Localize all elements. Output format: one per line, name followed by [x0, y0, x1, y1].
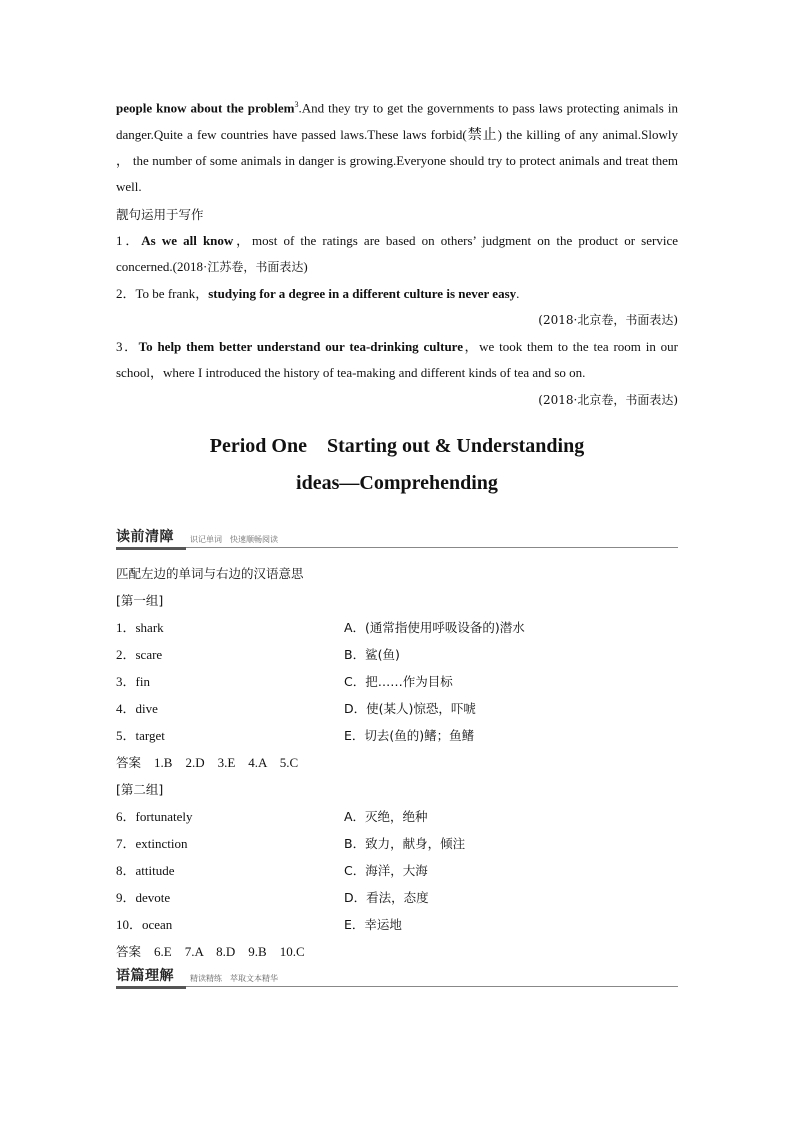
vocab-group-1 — [116, 614, 678, 749]
section-header-pre-reading — [116, 522, 678, 548]
vocab-row — [116, 614, 678, 641]
vocab-word: 6．fortunately — [116, 808, 193, 824]
divider-accent — [116, 547, 186, 550]
divider-accent — [116, 986, 186, 989]
answer-values: 1.B 2.D 3.E 4.A 5.C — [154, 754, 299, 770]
group-label-1: [第一组] — [116, 592, 164, 608]
vocab-word: 1．shark — [116, 619, 164, 635]
vocab-row — [116, 830, 678, 857]
vocab-row — [116, 641, 678, 668]
group-label-2: [第二组] — [116, 781, 164, 797]
source-note-2: (2018·北京卷，书面表达) — [538, 313, 678, 328]
vocab-meaning: B．致力，献身，倾注 — [344, 835, 466, 851]
section-badge: 语篇理解 — [116, 967, 174, 984]
sentence-bold: As we all know — [141, 232, 234, 248]
vocab-meaning: E．幸运地 — [344, 916, 402, 932]
vocab-meaning: D．使(某人)惊恐，吓唬 — [344, 700, 476, 716]
intro-text-2: ) the killing of any animal.Slowly ， the number of some animals in danger is growing.Everyone should try to protect animals and treat them well. — [116, 126, 678, 195]
writing-sentence-1 — [116, 228, 678, 281]
answer-line-1 — [116, 749, 678, 776]
sentence-number: 3． — [116, 339, 139, 355]
vocab-row — [116, 668, 678, 695]
vocab-meaning: D．看法，态度 — [344, 889, 429, 905]
vocab-meaning: E．切去(鱼的)鳍；鱼鳍 — [344, 727, 475, 743]
vocab-group-2 — [116, 803, 678, 938]
source-close: ) — [303, 258, 308, 274]
vocab-meaning: A．灭绝，绝种 — [344, 808, 428, 824]
vocab-meaning: C．把……作为目标 — [344, 673, 453, 689]
answer-label: 答案 — [116, 754, 142, 770]
answer-label: 答案 — [116, 943, 142, 959]
vocab-word: 10．ocean — [116, 916, 173, 932]
divider — [116, 547, 678, 548]
vocab-word: 8．attitude — [116, 862, 175, 878]
sentence-bold: To help them better understand our tea-drinking culture — [138, 339, 463, 355]
period-title — [116, 428, 678, 502]
intro-paragraph — [116, 92, 678, 201]
answer-values: 6.E 7.A 8.D 9.B 10.C — [154, 943, 305, 959]
section-header-discourse — [116, 965, 678, 987]
section-badge: 读前清障 — [116, 528, 174, 545]
divider — [116, 986, 678, 987]
vocab-meaning: B．鲨(鱼) — [344, 646, 400, 662]
vocab-row — [116, 911, 678, 938]
writing-sentence-2 — [116, 280, 678, 307]
title-line-2: ideas—Comprehending — [296, 471, 498, 494]
vocab-word: 3．fin — [116, 673, 150, 689]
vocab-word: 7．extinction — [116, 835, 188, 851]
sentence-text: ，most of the ratings are based on others’ judgment on the product or service concerned.(2018· — [116, 232, 678, 274]
vocab-word: 9．devote — [116, 889, 171, 905]
sentence-text: ，we took them to the tea room in our school，where I introduced the history of tea-making and different kinds of tea and so on. — [116, 339, 678, 381]
vocab-meaning: C．海洋，大海 — [344, 862, 428, 878]
vocab-word: 5．target — [116, 727, 165, 743]
source-note-3: (2018·北京卷，书面表达) — [538, 392, 678, 407]
page-content — [116, 92, 678, 987]
writing-heading: 靓句运用于写作 — [116, 206, 204, 222]
vocab-row — [116, 722, 678, 749]
footnote-mark: 3 — [294, 100, 299, 109]
section-subtitle: 识记单词 快速顺畅阅读 — [190, 534, 278, 544]
source-note: 江苏卷，书面表达 — [207, 259, 304, 274]
vocab-meaning: A．(通常指使用呼吸设备的)潜水 — [344, 619, 525, 635]
vocab-row — [116, 884, 678, 911]
instruction: 匹配左边的单词与右边的汉语意思 — [116, 565, 304, 581]
vocab-row — [116, 695, 678, 722]
sentence-text: To be frank， — [135, 286, 209, 302]
vocab-word: 4．dive — [116, 700, 158, 716]
writing-sentence-3 — [116, 334, 678, 387]
forbid-gloss: 禁止 — [466, 126, 498, 143]
title-line-1: Period One Starting out & Understanding — [209, 434, 585, 457]
sentence-number: 1． — [116, 232, 142, 248]
section-subtitle: 精读精练 萃取文本精华 — [190, 973, 278, 983]
intro-text: .And they try to get the governments to pass laws protecting animals in danger.Quite a few countries have passed laws.These laws forbid( — [116, 100, 678, 142]
sentence-end: . — [516, 286, 520, 302]
sentence-bold: studying for a degree in a different culture is never easy — [208, 286, 517, 302]
vocab-row — [116, 857, 678, 884]
vocab-row — [116, 803, 678, 830]
answer-line-2 — [116, 938, 678, 965]
bold-lead: people know about the problem — [116, 100, 295, 116]
sentence-number: 2． — [116, 286, 136, 302]
vocab-word: 2．scare — [116, 646, 163, 662]
